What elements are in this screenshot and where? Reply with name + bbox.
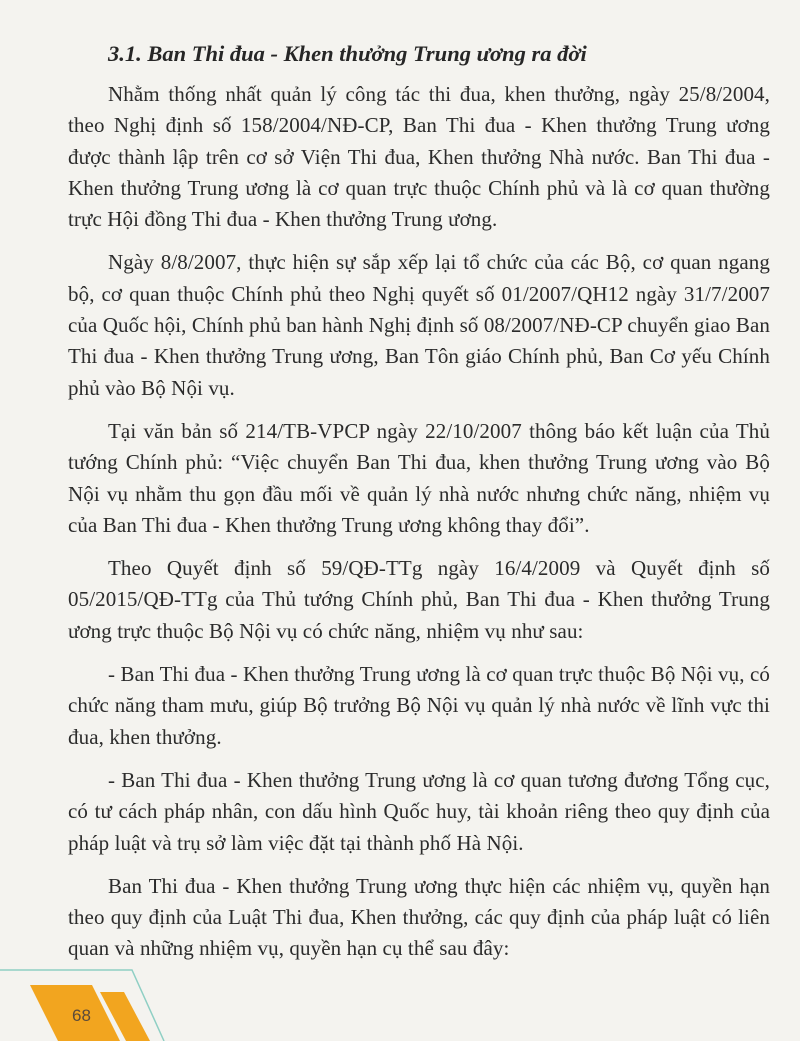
paragraph: Theo Quyết định số 59/QĐ-TTg ngày 16/4/2009 và Quyết định số 05/2015/QĐ-TTg của Thủ tướng Chính phủ, Ban Thi đua - Khen thưởng Trung ương trực thuộc Bộ Nội vụ có chức năng, nhiệm vụ như sau: bbox=[68, 556, 770, 643]
footer-stripes-graphic bbox=[0, 950, 800, 1041]
page-content bbox=[68, 38, 770, 977]
paragraph: Tại văn bản số 214/TB-VPCP ngày 22/10/2007 thông báo kết luận của Thủ tướng Chính phủ: “Việc chuyển Ban Thi đua, khen thưởng Trung ương vào Bộ Nội vụ nhằm thu gọn đầu mối về quản lý nhà nước nhưng chức năng, nhiệm vụ của Ban Thi đua - Khen thưởng Trung ương không thay đổi”. bbox=[68, 418, 770, 537]
paragraph: Ban Thi đua - Khen thưởng Trung ương thực hiện các nhiệm vụ, quyền hạn theo quy định của Luật Thi đua, Khen thưởng, các quy định của pháp luật có liên quan và những nhiệm vụ, quyền hạn cụ thể sau đây: bbox=[68, 873, 770, 961]
section-title: 3.1. Ban Thi đua - Khen thưởng Trung ương ra đời bbox=[108, 41, 587, 66]
page-footer-decoration bbox=[0, 950, 800, 1041]
paragraph: Nhằm thống nhất quản lý công tác thi đua, khen thưởng, ngày 25/8/2004, theo Nghị định số 158/2004/NĐ-CP, Ban Thi đua - Khen thưởng Trung ương được thành lập trên cơ sở Viện Thi đua, Khen thưởng Nhà nước. Ban Thi đua - Khen thưởng Trung ương là cơ quan trực thuộc Chính phủ và là cơ quan thường trực Hội đồng Thi đua - Khen thưởng Trung ương. bbox=[68, 82, 770, 232]
paragraph: - Ban Thi đua - Khen thưởng Trung ương là cơ quan tương đương Tổng cục, có tư cách pháp nhân, con dấu hình Quốc huy, tài khoản riêng theo quy định của pháp luật và trụ sở làm việc đặt tại thành phố Hà Nội. bbox=[68, 767, 770, 855]
page-number: 68 bbox=[72, 1006, 91, 1025]
paragraph: - Ban Thi đua - Khen thưởng Trung ương là cơ quan trực thuộc Bộ Nội vụ, có chức năng tham mưu, giúp Bộ trưởng Bộ Nội vụ quản lý nhà nước về lĩnh vực thi đua, khen thưởng. bbox=[68, 662, 770, 749]
paragraph: Ngày 8/8/2007, thực hiện sự sắp xếp lại tổ chức của các Bộ, cơ quan ngang bộ, cơ quan thuộc Chính phủ theo Nghị quyết số 01/2007/QH12 ngày 31/7/2007 của Quốc hội, Chính phủ ban hành Nghị định số 08/2007/NĐ-CP chuyển giao Ban Thi đua - Khen thưởng Trung ương, Ban Tôn giáo Chính phủ, Ban Cơ yếu Chính phủ vào Bộ Nội vụ. bbox=[68, 250, 770, 400]
